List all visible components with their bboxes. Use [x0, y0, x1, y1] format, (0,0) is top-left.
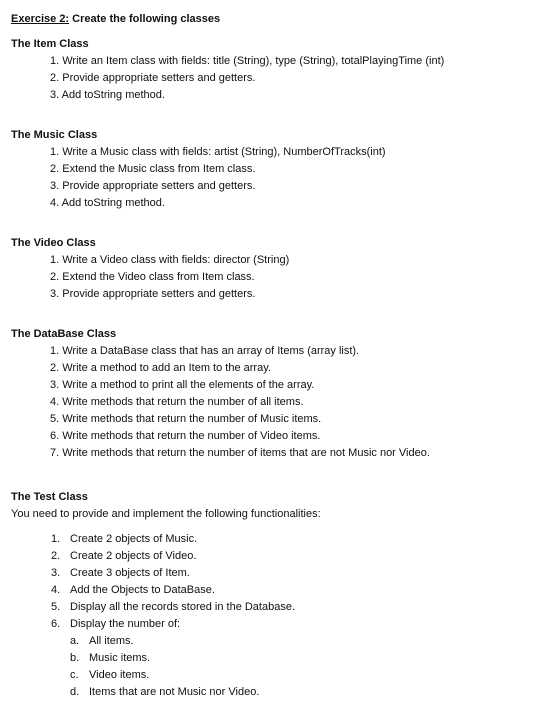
- list-text: Add the Objects to DataBase.: [70, 584, 215, 596]
- sublist-text: Video items.: [89, 669, 150, 681]
- list-text: Create 2 objects of Video.: [70, 550, 197, 562]
- sublist-letter: a.: [70, 635, 80, 647]
- database-class-section: [11, 326, 531, 462]
- list-item: 3. Provide appropriate setters and getters.: [50, 288, 256, 300]
- test-class-intro: You need to provide and implement the following functionalities:: [11, 508, 321, 520]
- item-class-title: The Item Class: [11, 38, 89, 50]
- list-item: [51, 565, 531, 582]
- database-class-list: [11, 343, 531, 462]
- list-text: Create 3 objects of Item.: [70, 567, 190, 579]
- list-number: 1.: [51, 533, 61, 545]
- music-class-section: [11, 127, 531, 212]
- list-item: [51, 599, 531, 616]
- test-class-section: [11, 485, 531, 701]
- list-item: [51, 548, 531, 565]
- list-item: 5. Write methods that return the number of Music items.: [50, 413, 322, 425]
- exercise-heading: [11, 11, 531, 28]
- music-class-title: The Music Class: [11, 129, 98, 141]
- test-class-sublist: [11, 633, 531, 701]
- list-number: 3.: [51, 567, 61, 579]
- sublist-letter: c.: [70, 669, 79, 681]
- video-class-list: [11, 252, 531, 303]
- list-item: [51, 616, 531, 633]
- list-item: 4. Write methods that return the number of all items.: [50, 396, 304, 408]
- list-number: 6.: [51, 618, 61, 630]
- test-class-list: [11, 531, 531, 633]
- test-class-title: The Test Class: [11, 491, 88, 503]
- list-item: 3. Write a method to print all the elements of the array.: [50, 379, 315, 391]
- music-class-list: [11, 144, 531, 212]
- list-item: 1. Write a Video class with fields: director (String): [50, 254, 290, 266]
- exercise-label: Exercise 2:: [11, 13, 70, 25]
- sublist-item: [70, 684, 531, 701]
- list-item: 3. Add toString method.: [50, 89, 165, 101]
- list-item: 1. Write an Item class with fields: title (String), type (String), totalPlayingTime (int): [50, 55, 445, 67]
- sublist-text: All items.: [89, 635, 134, 647]
- list-number: 5.: [51, 601, 61, 613]
- sublist-letter: d.: [70, 686, 80, 698]
- sublist-text: Items that are not Music nor Video.: [89, 686, 260, 698]
- list-item: [51, 531, 531, 548]
- list-item: 2. Extend the Video class from Item class.: [50, 271, 255, 283]
- list-item: [51, 582, 531, 599]
- sublist-text: Music items.: [89, 652, 151, 664]
- list-item: 2. Extend the Music class from Item class.: [50, 163, 256, 175]
- video-class-section: [11, 235, 531, 303]
- list-item: 7. Write methods that return the number of items that are not Music nor Video.: [50, 447, 430, 459]
- list-number: 4.: [51, 584, 61, 596]
- sublist-letter: b.: [70, 652, 80, 664]
- list-item: 3. Provide appropriate setters and getters.: [50, 180, 256, 192]
- list-item: 1. Write a DataBase class that has an array of Items (array list).: [50, 345, 360, 357]
- item-class-section: [11, 36, 531, 104]
- list-item: 1. Write a Music class with fields: artist (String), NumberOfTracks(int): [50, 146, 386, 158]
- list-text: Display the number of:: [70, 618, 181, 630]
- exercise-title: Create the following classes: [69, 13, 221, 25]
- item-class-list: [11, 53, 531, 104]
- sublist-item: [70, 650, 531, 667]
- list-item: 4. Add toString method.: [50, 197, 165, 209]
- list-number: 2.: [51, 550, 61, 562]
- list-item: 2. Provide appropriate setters and getters.: [50, 72, 256, 84]
- list-text: Display all the records stored in the Database.: [70, 601, 296, 613]
- sublist-item: [70, 633, 531, 650]
- list-text: Create 2 objects of Music.: [70, 533, 198, 545]
- list-item: 6. Write methods that return the number of Video items.: [50, 430, 321, 442]
- database-class-title: The DataBase Class: [11, 328, 117, 340]
- sublist-item: [70, 667, 531, 684]
- list-item: 2. Write a method to add an Item to the array.: [50, 362, 271, 374]
- video-class-title: The Video Class: [11, 237, 96, 249]
